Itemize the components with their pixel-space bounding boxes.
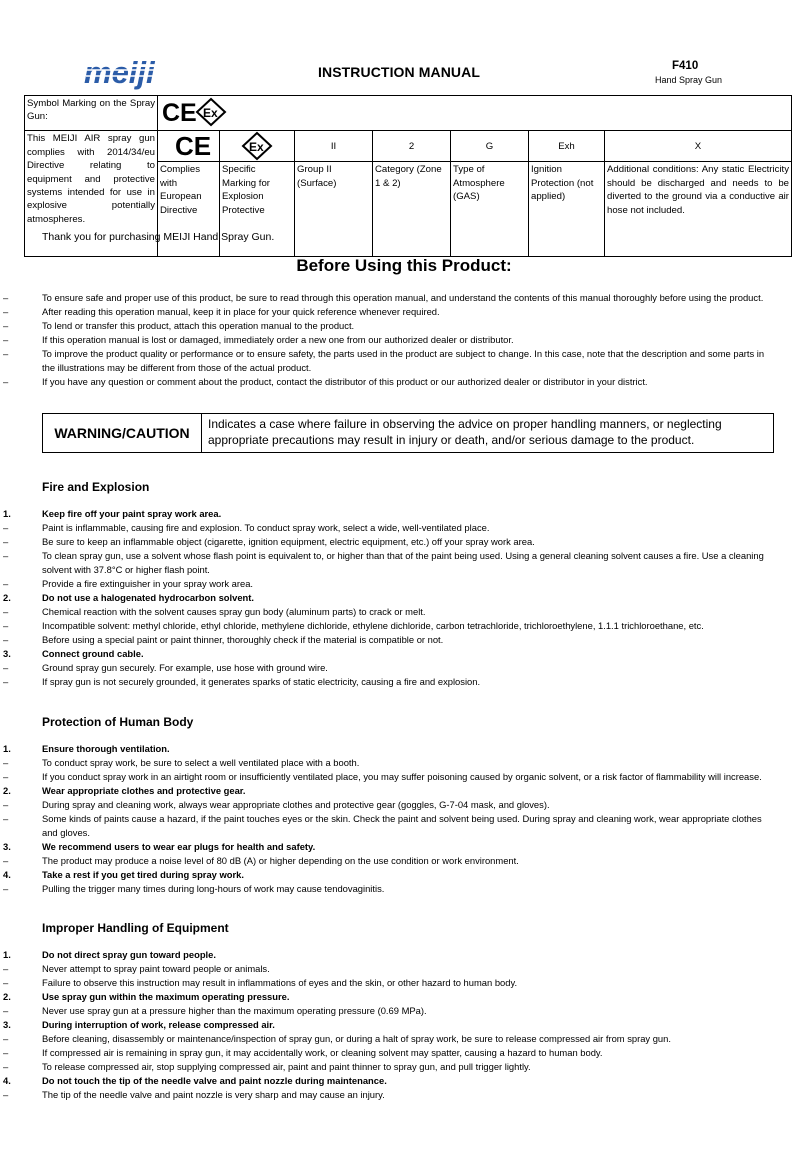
compliance-text-cell: This MEIJI AIR spray gun complies with 2014/34/eu Directive relating to equipment and protective systems intended for use in explosive potentially atmospheres. (25, 131, 158, 257)
desc-cell: Specific Marking for Explosion Protective (220, 162, 295, 257)
code-cell: G (451, 131, 529, 162)
model-number: F410 (672, 60, 699, 72)
svg-text:CE: CE (162, 99, 197, 127)
equipment-list (0, 948, 808, 1102)
list-item: – To ensure safe and proper use of this product, be sure to read through this operation manual, and understand the contents of this manual thoroughly before using the product. (3, 292, 764, 303)
list-item: – During spray and cleaning work, always wear appropriate clothes and protective gear (goggles, G-7-04 mask, and gloves). (3, 799, 550, 810)
desc-cell: Category (Zone 1 & 2) (373, 162, 451, 257)
list-item: – To lend or transfer this product, attach this operation manual to the product. (3, 320, 355, 331)
code-cell: Exh (529, 131, 605, 162)
list-item: – The product may produce a noise level of 80 dB (A) or higher depending on the use condition or work environment. (3, 855, 519, 866)
list-item: – The tip of the needle valve and paint nozzle is very sharp and may cause an injury. (3, 1089, 385, 1100)
list-item: – Be sure to keep an inflammable object (cigarette, ignition equipment, electric equipment, etc.) off your spray work area. (3, 536, 535, 547)
thanks-text: Thank you for purchasing MEIJI Hand Spray Gun. (42, 231, 275, 243)
section-title-equipment: Improper Handling of Equipment (42, 921, 229, 935)
list-item: – Before using a special paint or paint thinner, thoroughly check if the material is compatible or not. (3, 634, 444, 645)
list-item: – Some kinds of paints cause a hazard, if the paint touches eyes or the skin. Check the paint and solvent being used. During spray and cleaning work, wear appropriate clothes and gloves. (3, 813, 762, 838)
list-item: 4. Do not touch the tip of the needle valve and paint nozzle during maintenance. (3, 1075, 387, 1086)
symbol-display-cell (158, 96, 792, 131)
list-item: 1. Do not direct spray gun toward people. (3, 949, 216, 960)
section-title-human: Protection of Human Body (42, 715, 194, 729)
list-item: – Provide a fire extinguisher in your spray work area. (3, 578, 254, 589)
list-item: – Never attempt to spray paint toward people or animals. (3, 963, 270, 974)
warning-box (42, 413, 774, 453)
list-item: – Never use spray gun at a pressure higher than the maximum operating pressure (0.69 MPa). (3, 1005, 427, 1016)
meiji-logo (82, 54, 168, 92)
ex-hexagon-icon (195, 98, 227, 126)
list-item: 3. We recommend users to wear ear plugs for health and safety. (3, 841, 316, 852)
model-subtitle: Hand Spray Gun (655, 75, 723, 85)
list-item: – If this operation manual is lost or damaged, immediately order a new one from our authorized dealer or distributor. (3, 334, 514, 345)
list-item: – Pulling the trigger many times during long-hours of work may cause tendovaginitis. (3, 883, 385, 894)
list-item: – Incompatible solvent: methyl chloride, ethyl chloride, methylene dichloride, ethylene dichloride, carbon tetrachloride, trichloroethylene, 1.1.1 trichloroethane, etc. (3, 620, 704, 631)
svg-text:CE: CE (174, 131, 211, 162)
human-list (0, 742, 808, 896)
list-item: – To release compressed air, stop supplying compressed air, paint and paint thinner to spray gun, and pull trigger lightly. (3, 1061, 531, 1072)
ex-symbol-cell (220, 131, 295, 162)
logo-text: meiji (84, 55, 155, 90)
list-item: 3. During interruption of work, release compressed air. (3, 1019, 275, 1030)
before-list (0, 291, 808, 389)
desc-cell: Complies with European Directive (158, 162, 220, 257)
list-item: – If you have any question or comment about the product, contact the distributor of this product or our authorized dealer or distributor in your district. (3, 376, 648, 387)
ce-symbol-cell (158, 131, 220, 162)
list-item: – After reading this operation manual, keep it in place for your quick reference whenever required. (3, 306, 440, 317)
list-item: 1. Keep fire off your paint spray work area. (3, 508, 222, 519)
warning-text: Indicates a case where failure in observing the advice on proper handling manners, or neglecting appropriate precautions may result in injury or death, and/or serious damage to the product. (208, 417, 722, 447)
list-item: – Ground spray gun securely. For example, use hose with ground wire. (3, 662, 328, 673)
code-cell: X (605, 131, 792, 162)
desc-cell: Type of Atmosphere (GAS) (451, 162, 529, 257)
list-item: 3. Connect ground cable. (3, 648, 144, 659)
list-item: 4. Take a rest if you get tired during spray work. (3, 869, 244, 880)
desc-cell: Ignition Protection (not applied) (529, 162, 605, 257)
list-item: – Before cleaning, disassembly or maintenance/inspection of spray gun, or during a halt of spray work, be sure to release compressed air from spray gun. (3, 1033, 671, 1044)
svg-text:Ex: Ex (203, 106, 218, 120)
page-title: INSTRUCTION MANUAL (318, 64, 481, 80)
ce-mark-icon (173, 131, 211, 162)
list-item: – Chemical reaction with the solvent causes spray gun body (aluminum parts) to crack or melt. (3, 606, 426, 617)
svg-text:Ex: Ex (249, 140, 264, 155)
desc-cell: Additional conditions: Any static Electricity should be discharged and needs to be diverted to the ground via a conductive air hose not included. (605, 162, 792, 257)
list-item: – Failure to observe this instruction may result in inflammations of eyes and the skin, or other hazard to human body. (3, 977, 518, 988)
before-heading: Before Using this Product: (296, 256, 512, 275)
list-item: – To improve the product quality or performance or to ensure safety, the parts used in the product are subject to change. In this case, note that the description and some parts in the illustrations may be different from those of the actual product. (3, 348, 765, 373)
list-item: 2. Do not use a halogenated hydrocarbon solvent. (3, 592, 255, 603)
list-item: – To clean spray gun, use a solvent whose flash point is equivalent to, or higher than that of the paint being used. Using a general cleaning solvent causes a fire. Use a cleaning solvent with 37.8°C or higher flash point. (3, 550, 764, 575)
list-item: 2. Use spray gun within the maximum operating pressure. (3, 991, 290, 1002)
list-item: – If spray gun is not securely grounded, it generates sparks of static electricity, causing a fire and explosion. (3, 676, 481, 687)
list-item: – To conduct spray work, be sure to select a well ventilated place with a booth. (3, 757, 360, 768)
warning-label: WARNING/CAUTION (43, 414, 202, 452)
symbol-label-cell: Symbol Marking on the Spray Gun: (25, 96, 158, 131)
code-cell: 2 (373, 131, 451, 162)
fire-list (0, 507, 808, 689)
list-item: 2. Wear appropriate clothes and protective gear. (3, 785, 246, 796)
list-item: – If compressed air is remaining in spray gun, it may accidentally work, or cleaning solvent may spatter, causing a hazard to human body. (3, 1047, 603, 1058)
ce-mark-icon (162, 99, 197, 127)
desc-cell: Group II (Surface) (295, 162, 373, 257)
section-title-fire: Fire and Explosion (42, 480, 150, 494)
code-cell: II (295, 131, 373, 162)
ex-hexagon-icon (241, 132, 273, 160)
list-item: 1. Ensure thorough ventilation. (3, 743, 170, 754)
list-item: – If you conduct spray work in an airtight room or insufficiently ventilated place, you may suffer poisoning caused by organic solvent, or a risk factor of flammability will increase. (3, 771, 762, 782)
list-item: – Paint is inflammable, causing fire and explosion. To conduct spray work, select a wide, well-ventilated place. (3, 522, 490, 533)
